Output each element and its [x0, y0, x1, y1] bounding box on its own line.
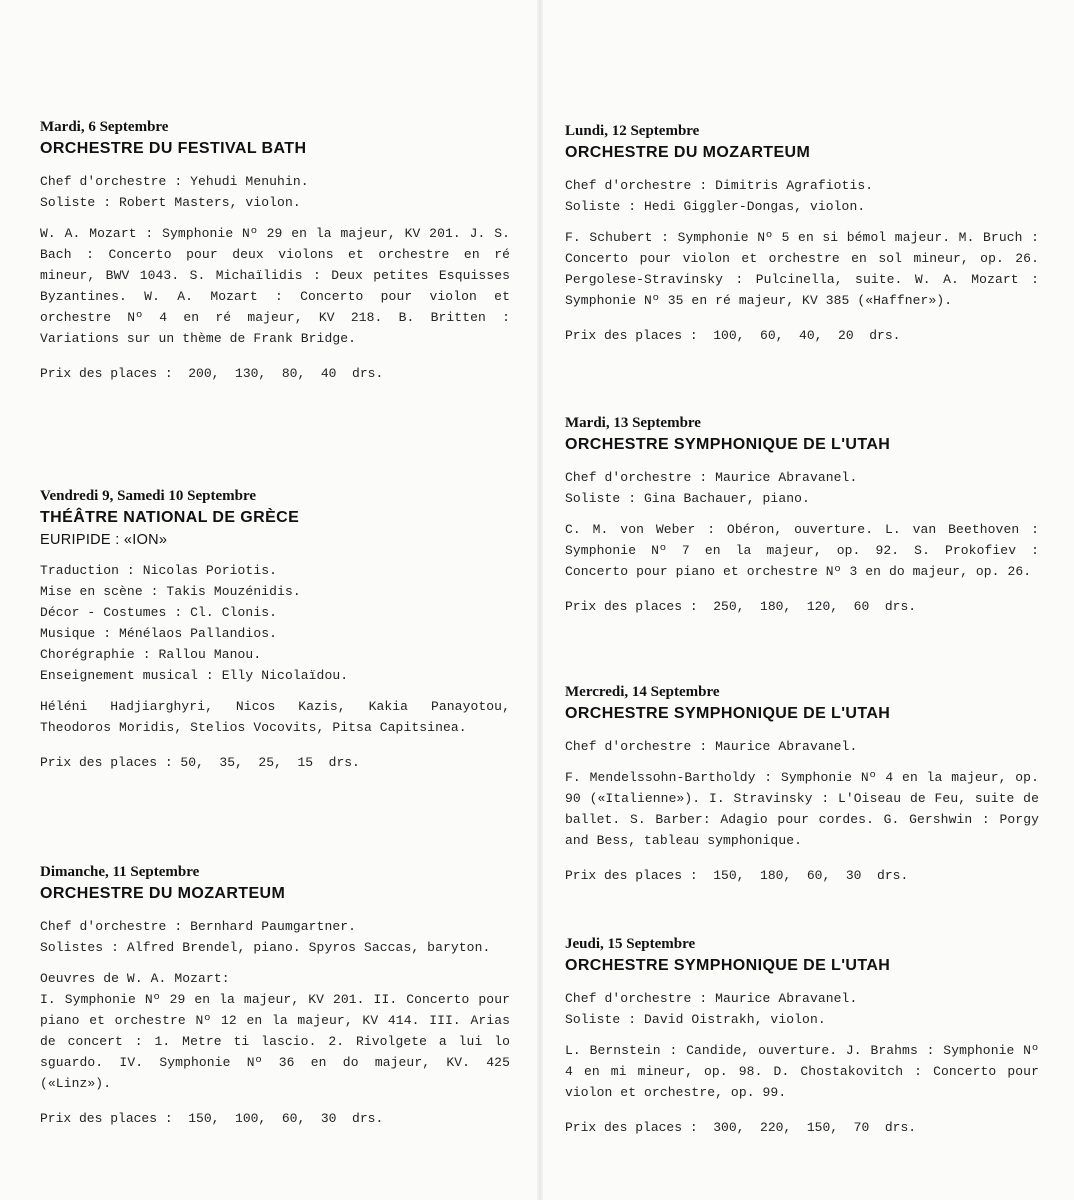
- event-prices: Prix des places : 150, 180, 60, 30 drs.: [565, 868, 909, 883]
- credit-line: Chorégraphie : Rallou Manou.: [40, 647, 262, 662]
- credit-line: Chef d'orchestre : Yehudi Menuhin.: [40, 174, 309, 189]
- event-dimanche-11: [40, 862, 510, 1129]
- event-credits: [565, 467, 1039, 509]
- event-date: Dimanche, 11 Septembre: [40, 864, 200, 880]
- credit-line: Musique : Ménélaos Pallandios.: [40, 626, 278, 641]
- event-mardi-13: [565, 413, 1039, 617]
- event-prices: Prix des places : 100, 60, 40, 20 drs.: [565, 328, 901, 343]
- credit-line: Soliste : Robert Masters, violon.: [40, 195, 301, 210]
- event-date: Mardi, 13 Septembre: [565, 415, 701, 431]
- event-prices: Prix des places : 200, 130, 80, 40 drs.: [40, 366, 384, 381]
- event-mardi-6: [40, 117, 510, 384]
- credit-line: Traduction : Nicolas Poriotis.: [40, 563, 278, 578]
- credit-line: Soliste : Hedi Giggler-Dongas, violon.: [565, 199, 866, 214]
- credit-line: Mise en scène : Takis Mouzénidis.: [40, 584, 301, 599]
- credit-line: Chef d'orchestre : Bernhard Paumgartner.: [40, 919, 357, 934]
- event-prices: Prix des places : 50, 35, 25, 15 drs.: [40, 755, 360, 770]
- event-cast: Héléni Hadjiarghyri, Nicos Kazis, Kakia Panayotou, Theodoros Moridis, Stelios Vocovits, Pitsa Capitsinea.: [40, 699, 510, 735]
- credit-line: Chef d'orchestre : Maurice Abravanel.: [565, 991, 858, 1006]
- event-program: F. Schubert : Symphonie Nº 5 en si bémol majeur. M. Bruch : Concerto pour violon et orchestre en sol mineur, op. 26. Pergolese-Stravinsky : Pulcinella, suite. W. A. Mozart : Symphonie Nº 35 en ré majeur, KV 385 («Haffner»).: [565, 230, 1039, 308]
- event-lundi-12: [565, 121, 1039, 346]
- credit-line: Soliste : Gina Bachauer, piano.: [565, 491, 810, 506]
- event-prices: Prix des places : 300, 220, 150, 70 drs.: [565, 1120, 917, 1135]
- event-title: ORCHESTRE DU MOZARTEUM: [565, 144, 811, 161]
- event-credits: [565, 175, 1039, 217]
- event-program: I. Symphonie Nº 29 en la majeur, KV 201. II. Concerto pour piano et orchestre Nº 12 en la majeur, KV 414. III. Arias de concert : 1. Metre ti lascio. 2. Rivolgete a lui lo sguardo. IV. Symphonie Nº 36 en do majeur, KV. 425 («Linz»).: [40, 992, 510, 1091]
- event-mercredi-14: [565, 682, 1039, 886]
- event-credits: [40, 916, 510, 958]
- event-title: ORCHESTRE DU FESTIVAL BATH: [40, 140, 307, 157]
- event-credits: [565, 736, 1039, 757]
- credit-line: Soliste : David Oistrakh, violon.: [565, 1012, 826, 1027]
- event-jeudi-15: [565, 934, 1039, 1138]
- event-date: Mercredi, 14 Septembre: [565, 684, 720, 700]
- event-date: Mardi, 6 Septembre: [40, 119, 169, 135]
- credit-line: Décor - Costumes : Cl. Clonis.: [40, 605, 278, 620]
- event-title: ORCHESTRE DU MOZARTEUM: [40, 885, 286, 902]
- event-credits: [565, 988, 1039, 1030]
- event-program: C. M. von Weber : Obéron, ouverture. L. van Beethoven : Symphonie Nº 7 en la majeur, op. 92. S. Prokofiev : Concerto pour piano et orchestre Nº 3 en do majeur, op. 26.: [565, 522, 1039, 579]
- event-prices: Prix des places : 250, 180, 120, 60 drs.: [565, 599, 917, 614]
- event-subtitle: EURIPIDE : «ION»: [40, 532, 168, 548]
- event-title: THÉÂTRE NATIONAL DE GRÈCE: [40, 509, 300, 526]
- event-title: ORCHESTRE SYMPHONIQUE DE L'UTAH: [565, 436, 891, 453]
- event-vendredi-9: [40, 486, 510, 773]
- credit-line: Chef d'orchestre : Maurice Abravanel.: [565, 739, 858, 754]
- credit-line: Enseignement musical : Elly Nicolaïdou.: [40, 668, 349, 683]
- event-program: F. Mendelssohn-Bartholdy : Symphonie Nº 4 en la majeur, op. 90 («Italienne»). I. Stravinsky : L'Oiseau de Feu, suite de ballet. S. Barber: Adagio pour cordes. G. Gershwin : Porgy and Bess, tableau symphonique.: [565, 770, 1039, 848]
- event-prices: Prix des places : 150, 100, 60, 30 drs.: [40, 1111, 384, 1126]
- event-program-intro: Oeuvres de W. A. Mozart:: [40, 971, 230, 986]
- event-date: Vendredi 9, Samedi 10 Septembre: [40, 488, 256, 504]
- credit-line: Solistes : Alfred Brendel, piano. Spyros Saccas, baryton.: [40, 940, 491, 955]
- event-program: W. A. Mozart : Symphonie Nº 29 en la majeur, KV 201. J. S. Bach : Concerto pour deux violons et orchestre en ré mineur, BWV 1043. S. Michaïlidis : Deux petites Esquisses Byzantines. W. A. Mozart : Concerto pour violon et orchestre Nº 4 en ré majeur, KV 218. B. Britten : Variations sur un thème de Frank Bridge.: [40, 226, 510, 346]
- credit-line: Chef d'orchestre : Dimitris Agrafiotis.: [565, 178, 874, 193]
- event-title: ORCHESTRE SYMPHONIQUE DE L'UTAH: [565, 957, 891, 974]
- event-credits: [40, 171, 510, 213]
- event-date: Jeudi, 15 Septembre: [565, 936, 696, 952]
- event-date: Lundi, 12 Septembre: [565, 123, 700, 139]
- event-credits: [40, 560, 510, 686]
- credit-line: Chef d'orchestre : Maurice Abravanel.: [565, 470, 858, 485]
- page-fold: [537, 0, 543, 1200]
- event-program: L. Bernstein : Candide, ouverture. J. Brahms : Symphonie Nº 4 en mi mineur, op. 98. D. Chostakovitch : Concerto pour violon et orchestre, op. 99.: [565, 1043, 1039, 1100]
- event-title: ORCHESTRE SYMPHONIQUE DE L'UTAH: [565, 705, 891, 722]
